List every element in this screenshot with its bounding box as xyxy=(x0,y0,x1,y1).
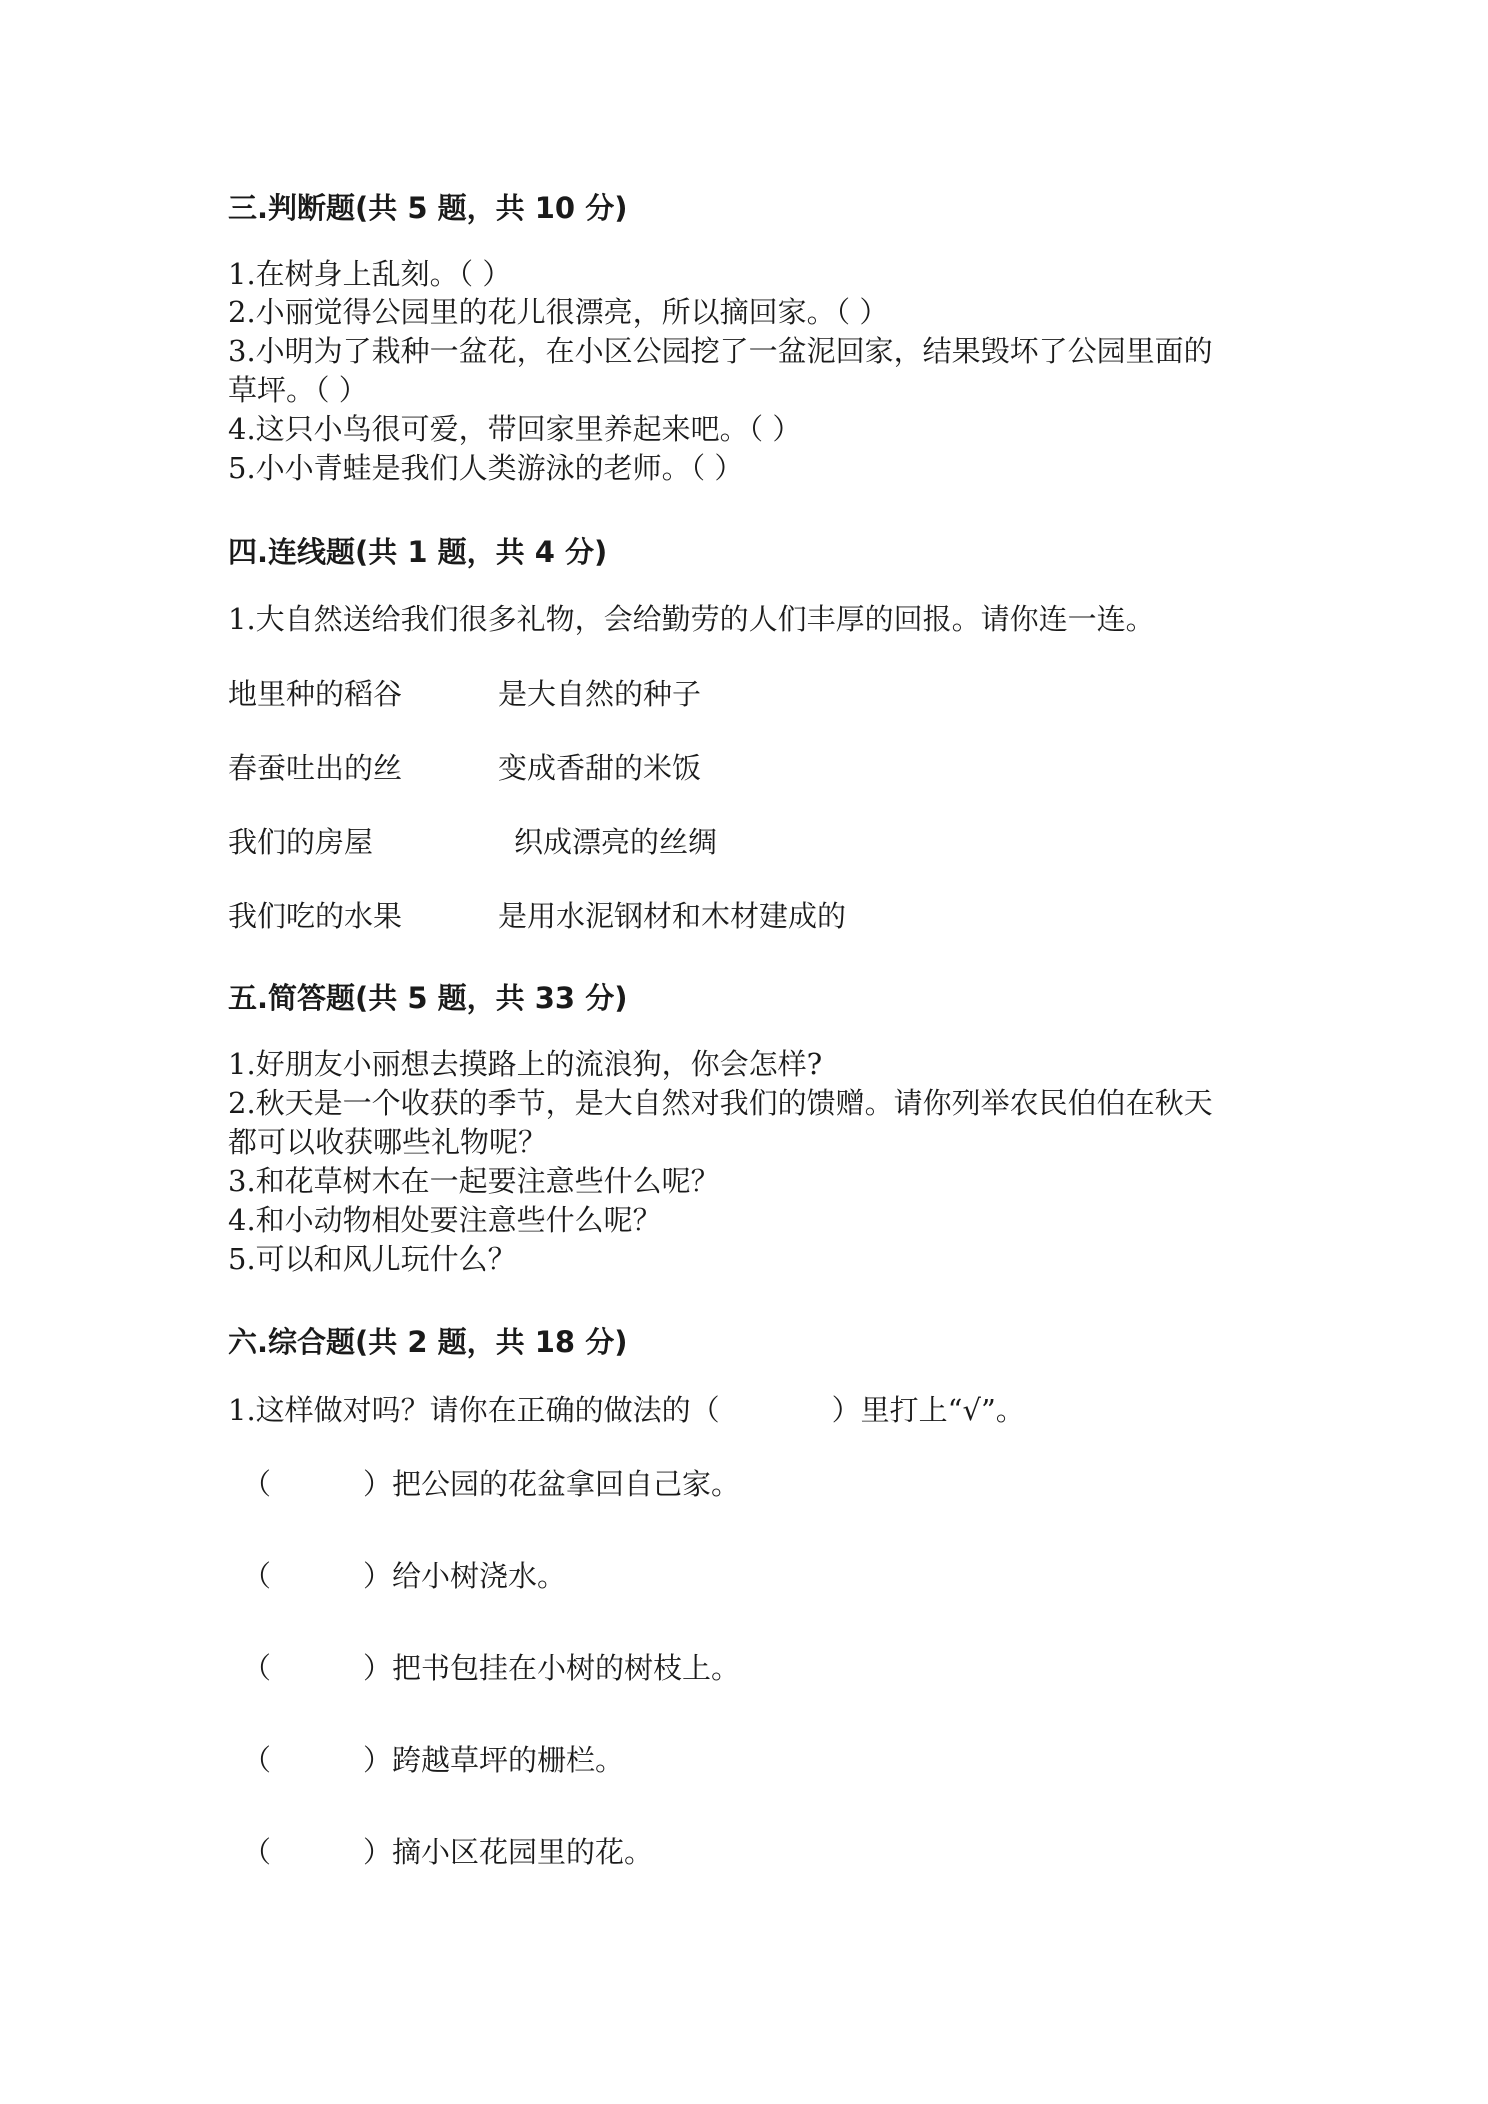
match-left-4: 我们吃的水果 xyxy=(228,899,403,933)
paren-open: （ xyxy=(242,1651,272,1685)
s3-question-3-line-2: 草坪。（ ） xyxy=(228,373,368,407)
paren-close: ） xyxy=(362,1651,392,1685)
paren-open: （ xyxy=(242,1743,272,1777)
section-3-title: 三.判断题(共 5 题，共 10 分) xyxy=(228,191,628,225)
s3-question-3-line-1: 3.小明为了栽种一盆花，在小区公园挖了一盆泥回家，结果毁坏了公园里面的 xyxy=(228,334,1213,368)
s6-question-1-suffix: ）里打上“√”。 xyxy=(831,1393,1025,1427)
match-right-2: 变成香甜的米饭 xyxy=(498,751,702,785)
paren-close: ） xyxy=(362,1559,392,1593)
s6-question-1 xyxy=(228,1393,1025,1427)
match-right-1: 是大自然的种子 xyxy=(498,677,702,711)
answer-paren-2[interactable] xyxy=(242,1559,392,1593)
paren-close: ） xyxy=(362,1835,392,1869)
s3-question-4: 4.这只小鸟很可爱，带回家里养起来吧。（ ） xyxy=(228,412,802,446)
option-row-1 xyxy=(242,1467,741,1501)
paren-close: ） xyxy=(362,1743,392,1777)
answer-paren-3[interactable] xyxy=(242,1651,392,1685)
s5-question-2-line-1: 2.秋天是一个收获的季节，是大自然对我们的馈赠。请你列举农民伯伯在秋天 xyxy=(228,1086,1213,1120)
section-4-title: 四.连线题(共 1 题，共 4 分) xyxy=(228,535,608,569)
paren-open: （ xyxy=(242,1559,272,1593)
match-left-3: 我们的房屋 xyxy=(228,825,374,859)
s3-question-2: 2.小丽觉得公园里的花儿很漂亮，所以摘回家。（ ） xyxy=(228,295,889,329)
option-text-5: 摘小区花园里的花。 xyxy=(392,1835,654,1869)
paren-open: （ xyxy=(242,1835,272,1869)
option-row-3 xyxy=(242,1651,741,1685)
paren-close: ） xyxy=(362,1467,392,1501)
answer-paren-4[interactable] xyxy=(242,1743,392,1777)
paren-open: （ xyxy=(242,1467,272,1501)
option-text-3: 把书包挂在小树的树枝上。 xyxy=(392,1651,741,1685)
answer-paren-1[interactable] xyxy=(242,1467,392,1501)
s6-question-1-prefix: 1.这样做对吗？请你在正确的做法的（ xyxy=(228,1393,720,1427)
s5-question-2-line-2: 都可以收获哪些礼物呢？ xyxy=(228,1125,548,1159)
s5-question-4: 4.和小动物相处要注意些什么呢？ xyxy=(228,1203,662,1237)
s5-question-1: 1.好朋友小丽想去摸路上的流浪狗，你会怎样? xyxy=(228,1047,823,1081)
s3-question-5: 5.小小青蛙是我们人类游泳的老师。（ ） xyxy=(228,451,744,485)
match-left-1: 地里种的稻谷 xyxy=(228,677,403,711)
match-right-3: 织成漂亮的丝绸 xyxy=(514,825,718,859)
s5-question-5: 5.可以和风儿玩什么？ xyxy=(228,1242,517,1276)
match-right-4: 是用水泥钢材和木材建成的 xyxy=(498,899,847,933)
s4-question-1: 1.大自然送给我们很多礼物，会给勤劳的人们丰厚的回报。请你连一连。 xyxy=(228,602,1155,636)
option-row-5 xyxy=(242,1835,654,1869)
section-6-title: 六.综合题(共 2 题，共 18 分) xyxy=(228,1325,628,1359)
answer-paren-5[interactable] xyxy=(242,1835,392,1869)
option-text-2: 给小树浇水。 xyxy=(392,1559,567,1593)
option-row-2 xyxy=(242,1559,567,1593)
s3-question-1: 1.在树身上乱刻。（ ） xyxy=(228,257,512,291)
s5-question-3: 3.和花草树木在一起要注意些什么呢？ xyxy=(228,1164,720,1198)
option-text-1: 把公园的花盆拿回自己家。 xyxy=(392,1467,741,1501)
option-row-4 xyxy=(242,1743,625,1777)
match-left-2: 春蚕吐出的丝 xyxy=(228,751,403,785)
section-5-title: 五.简答题(共 5 题，共 33 分) xyxy=(228,981,628,1015)
option-text-4: 跨越草坪的栅栏。 xyxy=(392,1743,625,1777)
